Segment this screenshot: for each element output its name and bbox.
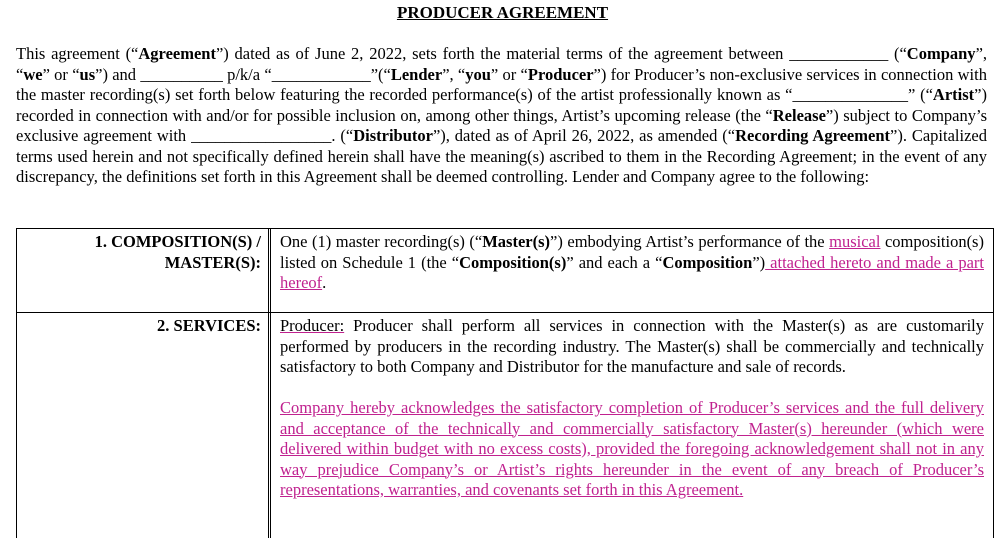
body-text: One (1) master recording(s) (“: [280, 232, 483, 251]
intro-text: ”). Capitalized terms used herein and not specifically defined herein shall have the meaning(s) ascribed to them in the Recording Agreement; in the event of any discrepancy, the definitions set forth in this Agreement shall be deemed controlling. Lender and Company agree to the following:: [16, 126, 987, 186]
defined-term-distributor: Distributor: [353, 126, 433, 145]
defined-term-artist: Artist: [932, 85, 975, 104]
defined-term-composition: Composition: [662, 252, 753, 272]
defined-term-masters: Master(s): [482, 232, 551, 251]
intro-text: ”) dated as of June 2, 2022, sets forth the material terms of the agreement between: [215, 44, 790, 63]
column-divider: [268, 229, 269, 538]
intro-text: ” (“: [908, 85, 933, 104]
intro-text: ” or “: [490, 64, 528, 84]
section-body-services: [280, 316, 984, 378]
intro-text: ”, “: [442, 64, 466, 84]
body-text: ” and each a “: [566, 252, 663, 272]
section-label-services: 2. SERVICES:: [157, 316, 261, 335]
section-body-composition: [280, 232, 984, 294]
defined-term-compositions: Composition(s): [459, 252, 567, 272]
intro-text: ”), dated as of April 26, 2022, as amended (“: [432, 126, 736, 145]
tracked-change-text: musical: [829, 232, 881, 251]
tracked-change-acknowledgement: Company hereby acknowledges the satisfactory completion of Producer’s services and the full delivery and acceptance of the technically and commercially satisfactory Master(s) hereunder (which were delivered within budget with no excess costs), provided the foregoing acknowledgement shall not in any way prejudice Company’s or Artist’s rights hereunder in the event of any breach of Producer’s representations, warranties, and covenants set forth in this Agreement.: [280, 398, 984, 499]
blank-field-artist-name: ______________: [792, 85, 908, 104]
intro-paragraph: [16, 44, 987, 188]
defined-term-recording-agreement: Recording Agreement: [735, 126, 890, 145]
intro-text: ”) for Producer’s non-exclusive services in connection with the master recording(s) set forth below featuring the recorded performance(s) of the artist professionally known as “: [16, 64, 987, 104]
intro-text: ”) and: [95, 64, 141, 84]
defined-term-you: you: [465, 64, 491, 84]
intro-text: This agreement (“: [16, 44, 139, 63]
tracked-change-text: attached hereto and made a part hereof: [280, 252, 984, 292]
blank-field-company-name: ____________: [789, 44, 889, 63]
defined-term-we: we: [23, 64, 43, 84]
body-text: ”): [752, 252, 766, 272]
column-divider: [270, 229, 271, 538]
intro-text: ”, “: [16, 44, 988, 84]
defined-term-lender: Lender: [390, 64, 443, 84]
blank-field-professional-name: ____________: [271, 64, 371, 84]
intro-text: p/k/a “: [222, 64, 272, 84]
intro-text: ”) subject to Company’s exclusive agreement with: [16, 105, 987, 145]
defined-term-company: Company: [906, 44, 976, 63]
defined-term-us: us: [79, 64, 96, 84]
services-lead-heading: Producer:: [280, 316, 345, 335]
terms-table: [16, 228, 994, 538]
defined-term-release: Release: [772, 105, 826, 125]
body-text: .: [322, 273, 327, 292]
intro-text: ”) recorded in connection with and/or for possible inclusion on, among other things, Artist’s upcoming release (the “: [16, 85, 987, 125]
page-title: PRODUCER AGREEMENT: [396, 3, 609, 22]
intro-text: . (“: [331, 126, 354, 145]
defined-term-agreement: Agreement: [138, 44, 216, 63]
row-divider: [17, 312, 993, 313]
intro-text: ”(“: [370, 64, 391, 84]
blank-field-distributor-name: _________________: [191, 126, 332, 145]
blank-field-lender-name: __________: [140, 64, 223, 84]
intro-text: ” or “: [42, 64, 80, 84]
body-text: composition(s) listed on Schedule 1 (the “: [280, 232, 984, 272]
body-text: ”) embodying Artist’s performance of the: [550, 232, 830, 251]
body-text: Producer shall perform all services in connection with the Master(s) as are customarily performed by producers in the recording industry. The Master(s) shall be commercially and technically satisfactory to both Company and Distributor for the manufacture and sale of records.: [280, 316, 984, 376]
defined-term-producer: Producer: [527, 64, 594, 84]
intro-text: (“: [888, 44, 907, 63]
section-label-composition: 1. COMPOSITION(S) / MASTER(S):: [94, 232, 261, 272]
